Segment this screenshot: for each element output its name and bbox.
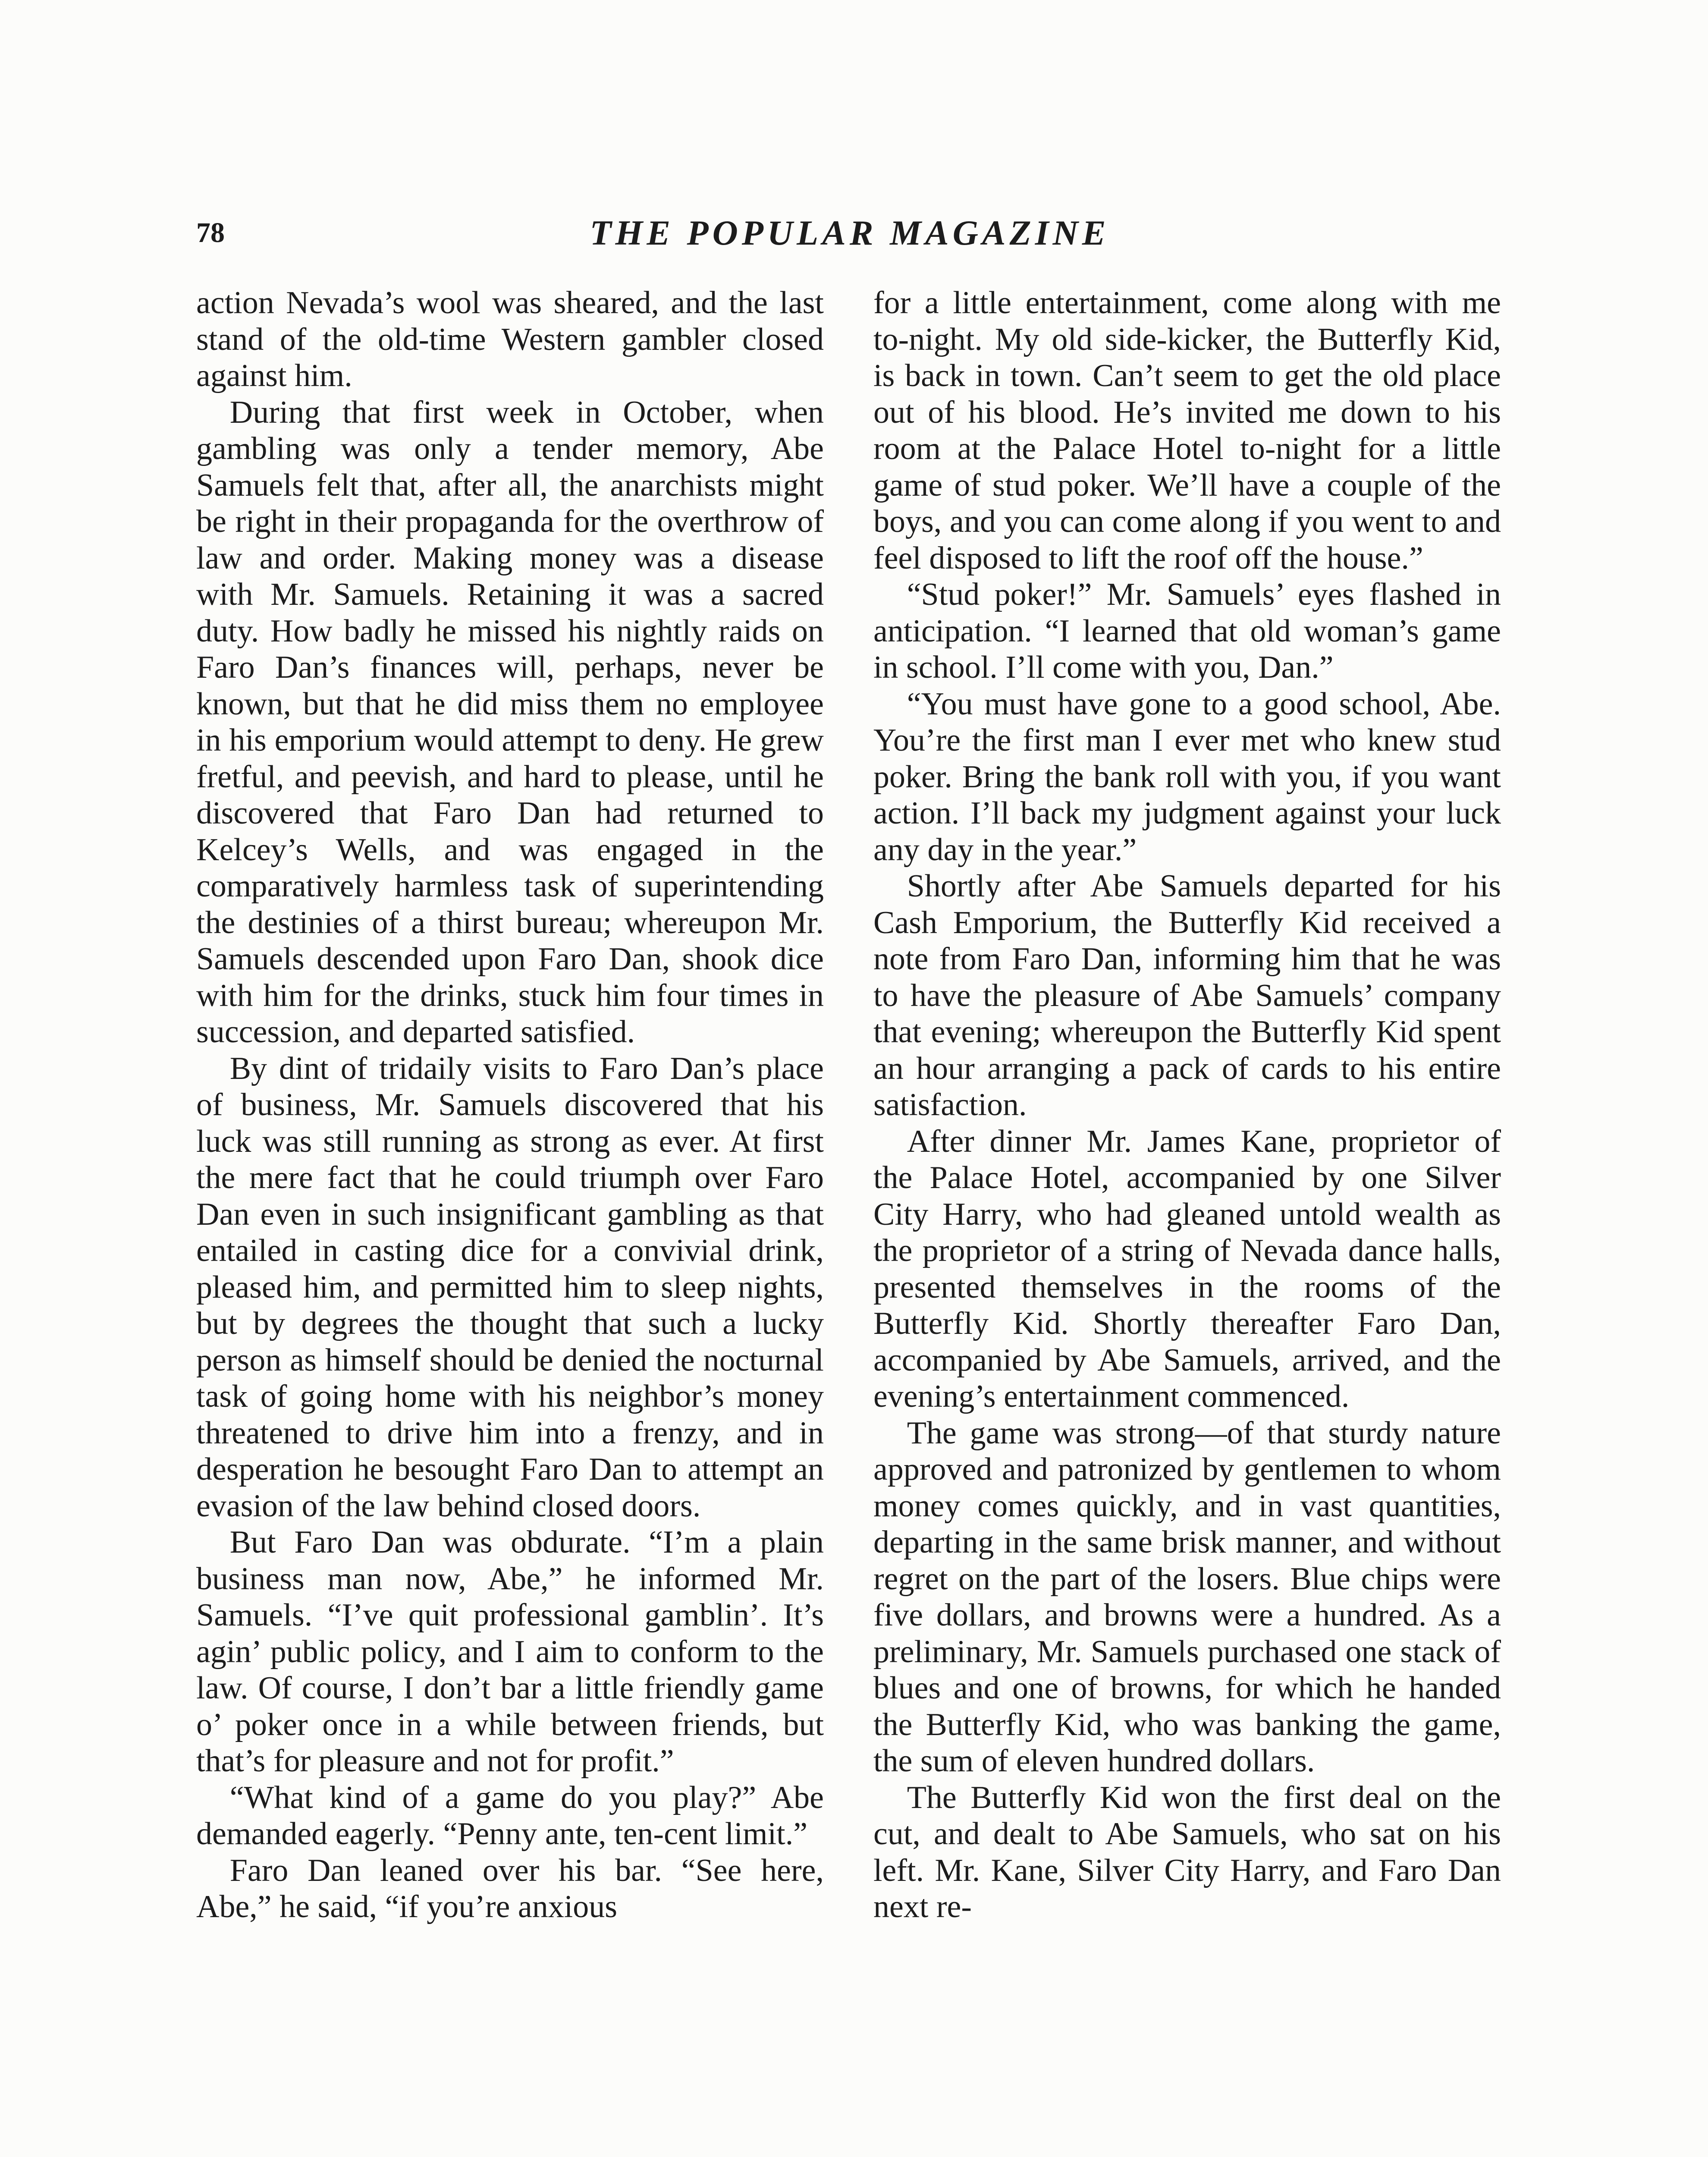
page-header <box>196 209 1503 257</box>
paragraph: action Nevada’s wool was sheared, and the last stand of the old-time Western gambler closed against him. <box>196 285 824 393</box>
paragraph: After dinner Mr. James Kane, proprietor of the Palace Hotel, accompanied by one Silver City Harry, who had gleaned untold wealth as the proprietor of a string of Nevada dance halls, presented themselves in the rooms of the Butterfly Kid. Shortly thereafter Faro Dan, accompanied by Abe Samuels, arrived, and the evening’s entertainment commenced. <box>873 1123 1501 1414</box>
paragraph: The Butterfly Kid won the first deal on the cut, and dealt to Abe Samuels, who sat on his left. Mr. Kane, Silver City Harry, and Faro Dan next re- <box>873 1780 1501 1924</box>
paragraph: By dint of tridaily visits to Faro Dan’s place of business, Mr. Samuels discovered that his luck was still running as strong as ever. At first the mere fact that he could triumph over Faro Dan even in such insignificant gambling as that entailed in casting dice for a convivial drink, pleased him, and permitted him to sleep nights, but by degrees the thought that such a lucky person as himself should be denied the nocturnal task of going home with his neighbor’s money threatened to drive him into a frenzy, and in desperation he besought Faro Dan to attempt an evasion of the law behind closed doors. <box>196 1050 824 1524</box>
paragraph: But Faro Dan was obdurate. “I’m a plain business man now, Abe,” he informed Mr. Samuels. “I’ve quit professional gamblin’. It’s agin’ public policy, and I aim to conform to the law. Of course, I don’t bar a little friendly game o’ poker once in a while between friends, but that’s for pleasure and not for profit.” <box>196 1525 824 1779</box>
paragraph: During that first week in October, when gambling was only a tender memory, Abe Samuels felt that, after all, the anarchists might be right in their propaganda for the overthrow of law and order. Making money was a disease with Mr. Samuels. Retaining it was a sacred duty. How badly he missed his nightly raids on Faro Dan’s finances will, perhaps, never be known, but that he did miss them no employee in his emporium would attempt to deny. He grew fretful, and peevish, and hard to please, until he discovered that Faro Dan had returned to Kelcey’s Wells, and was engaged in the comparatively harmless task of superintending the destinies of a thirst bureau; whereupon Mr. Samuels descended upon Faro Dan, shook dice with him for the drinks, stuck him four times in succession, and departed satisfied. <box>196 394 824 1050</box>
paragraph: “You must have gone to a good school, Abe. You’re the first man I ever met who knew stud poker. Bring the bank roll with you, if you want action. I’ll back my judgment against your luck any day in the year.” <box>873 686 1501 868</box>
page-number: 78 <box>196 217 225 248</box>
left-column <box>196 285 824 2153</box>
paragraph: Faro Dan leaned over his bar. “See here, Abe,” he said, “if you’re anxious <box>196 1852 824 1924</box>
paragraph: for a little entertainment, come along with me to-night. My old side-kicker, the Butterfly Kid, is back in town. Can’t seem to get the old place out of his blood. He’s invited me down to his room at the Palace Hotel to-night for a little game of stud poker. We’ll have a couple of the boys, and you can come along if you went to and feel disposed to lift the roof off the house.” <box>873 285 1501 576</box>
paragraph: “Stud poker!” Mr. Samuels’ eyes flashed in anticipation. “I learned that old woman’s game in school. I’ll come with you, Dan.” <box>873 577 1501 685</box>
paragraph: The game was strong—of that sturdy nature approved and patronized by gentlemen to whom money comes quickly, and in vast quantities, departing in the same brisk manner, and without regret on the part of the losers. Blue chips were five dollars, and browns were a hundred. As a preliminary, Mr. Samuels purchased one stack of blues and one of browns, for which he handed the Butterfly Kid, who was banking the game, the sum of eleven hundred dollars. <box>873 1415 1501 1779</box>
paragraph: Shortly after Abe Samuels departed for his Cash Emporium, the Butterfly Kid received a note from Faro Dan, informing him that he was to have the pleasure of Abe Samuels’ company that evening; whereupon the Butterfly Kid spent an hour arranging a pack of cards to his entire satisfaction. <box>873 868 1501 1123</box>
paragraph: “What kind of a game do you play?” Abe demanded eagerly. “Penny ante, ten-cent limit.” <box>196 1780 824 1852</box>
right-column <box>873 285 1501 2153</box>
running-title: THE POPULAR MAGAZINE <box>590 213 1110 252</box>
